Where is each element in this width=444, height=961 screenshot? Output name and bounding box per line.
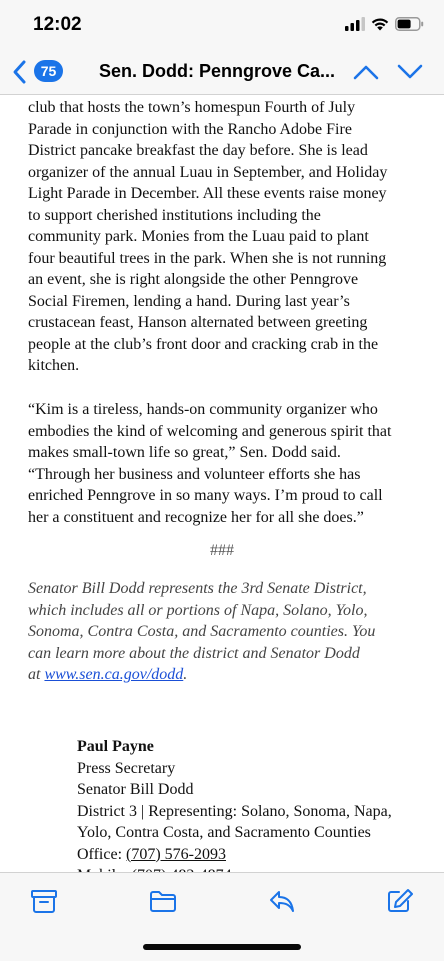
chevron-left-icon[interactable] <box>9 59 31 85</box>
folder-icon[interactable] <box>149 888 177 914</box>
compose-icon[interactable] <box>386 888 414 914</box>
paragraph-line: which includes all or portions of Napa, Solano, Yolo, <box>28 601 368 619</box>
reply-icon[interactable] <box>268 888 296 914</box>
paragraph-line <box>28 664 428 686</box>
paragraph-line: Light Parade in December. All these events raise money <box>28 185 387 202</box>
signature-name: Paul Payne <box>77 738 154 755</box>
chevron-down-icon[interactable] <box>395 61 425 83</box>
message-subject-title: Sen. Dodd: Penngrove Ca... <box>99 61 336 81</box>
paragraph-line: kitchen. <box>28 357 80 374</box>
district-website-link[interactable]: www.sen.ca.gov/dodd <box>44 666 184 683</box>
signature-office <box>77 844 392 866</box>
office-label: Office: <box>77 845 127 863</box>
archive-icon[interactable] <box>30 888 58 914</box>
paragraph-line: community park. Monies from the Luau paid to plant <box>28 228 369 245</box>
paragraph-line: her a constituent and recognize her for all she does.” <box>28 508 364 526</box>
paragraph-line: an event, she is right alongside the other Penngrove <box>28 271 359 288</box>
status-icons <box>345 17 424 31</box>
paragraph-line: “Through her business and volunteer efforts she has <box>28 465 361 483</box>
paragraph-line: to support cherished institutions including the <box>28 206 321 224</box>
paragraph-line: District pancake breakfast the day before. She is lead <box>28 142 368 159</box>
paragraph-line: makes small-town life so great,” Sen. Dodd said. <box>28 444 341 461</box>
wifi-icon <box>371 17 389 31</box>
paragraph-line: club that hosts the town’s homespun Fourth of July <box>28 99 356 116</box>
link-prefix: at <box>28 666 45 683</box>
paragraph-line: Senator Bill Dodd represents the 3rd Senate District, <box>28 580 367 597</box>
paragraph-line: Social Firemen, lending a hand. During last year’s <box>28 292 350 310</box>
cellular-signal-icon <box>345 17 365 31</box>
signature-block <box>77 736 392 887</box>
message-nav-bar <box>0 50 444 95</box>
signature-title: Press Secretary <box>77 759 176 777</box>
battery-icon <box>395 17 424 31</box>
body-paragraph-2 <box>28 399 428 528</box>
office-phone-link[interactable]: (707) 576-2093 <box>126 845 226 863</box>
signature-district-line: District 3 | Representing: Solano, Sonoma, Napa, <box>77 802 392 820</box>
home-indicator[interactable] <box>143 944 301 950</box>
status-bar <box>0 0 444 50</box>
body-paragraph-1 <box>28 97 428 377</box>
paragraph-line: four beautiful trees in the park. When she is not running <box>28 249 387 267</box>
section-separator: ### <box>210 542 234 559</box>
signature-district-line: Yolo, Contra Costa, and Sacramento Counties <box>77 824 371 841</box>
paragraph-line: enriched Penngrove in so many ways. I’m proud to call <box>28 487 383 504</box>
signature-org: Senator Bill Dodd <box>77 781 194 798</box>
paragraph-line: Sonoma, Contra Costa, and Sacramento counties. You <box>28 623 376 640</box>
paragraph-line: organizer of the annual Luau in September, and Holiday <box>28 163 388 181</box>
chevron-up-icon[interactable] <box>351 61 381 83</box>
paragraph-line: Parade in conjunction with the Rancho Adobe Fire <box>28 120 352 138</box>
message-body <box>0 95 444 875</box>
paragraph-line: people at the club’s front door and cracking crab in the <box>28 335 379 353</box>
paragraph-line: “Kim is a tireless, hands-on community organizer who <box>28 401 378 418</box>
paragraph-line: can learn more about the district and Senator Dodd <box>28 644 360 662</box>
paragraph-line: crustacean feast, Hanson alternated between greeting <box>28 314 368 331</box>
status-time: 12:02 <box>33 14 82 35</box>
body-paragraph-3 <box>28 578 428 686</box>
unread-count-badge[interactable]: 75 <box>34 60 63 82</box>
link-suffix: . <box>183 666 188 683</box>
paragraph-line: embodies the kind of welcoming and generous spirit that <box>28 422 392 440</box>
